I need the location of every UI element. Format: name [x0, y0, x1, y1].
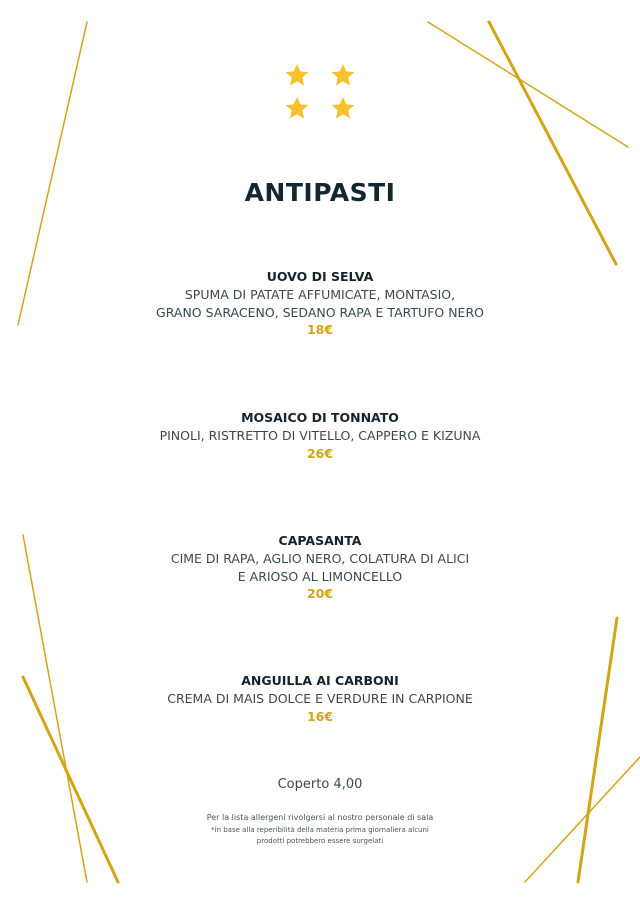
star-icon [284, 95, 310, 121]
dish-price: 18€ [306, 322, 334, 337]
dish-description: PINOLI, RISTRETTO DI VITELLO, CAPPERO E KIZUNA [159, 428, 481, 443]
gold-line-top-right-thick [489, 22, 616, 264]
dish-price: 20€ [306, 586, 334, 601]
dish-description: GRANO SARACENO, SEDANO RAPA E TARTUFO NERO [156, 304, 484, 320]
dish-description: E ARIOSO AL LIMONCELLO [237, 568, 403, 584]
dish-name: MOSAICO DI TONNATO [241, 410, 399, 425]
dish-name: CAPASANTA [278, 533, 362, 548]
star-icon [330, 95, 356, 121]
menu-item [0, 672, 640, 726]
menu-item [0, 409, 640, 463]
dish-name: ANGUILLA AI CARBONI [241, 673, 399, 688]
menu-title: ANTIPASTI [244, 178, 396, 207]
cover-charge: Coperto 4,00 [277, 777, 363, 792]
allergen-note: Per la lista allergeni rivolgersi al nostro personale di sala [206, 813, 434, 822]
frozen-note-line: prodotti potrebbero essere surgelati [256, 836, 384, 845]
star-icon [284, 62, 310, 88]
frozen-note-line: *in base alla reperibilità della materia prima giornaliera alcuni [211, 826, 429, 834]
dish-price: 26€ [306, 445, 334, 461]
frozen-products-note [0, 825, 640, 846]
star-rating [0, 62, 640, 122]
dish-description: CREMA DI MAIS DOLCE E VERDURE IN CARPIONE [167, 691, 473, 706]
menu-item [0, 268, 640, 339]
star-icon [330, 62, 356, 88]
dish-name: UOVO DI SELVA [266, 269, 374, 284]
menu-item [0, 532, 640, 603]
dish-description: CIME DI RAPA, AGLIO NERO, COLATURA DI ALICI [170, 551, 470, 566]
dish-price: 16€ [306, 708, 334, 724]
dish-description: SPUMA DI PATATE AFFUMICATE, MONTASIO, [184, 287, 456, 302]
